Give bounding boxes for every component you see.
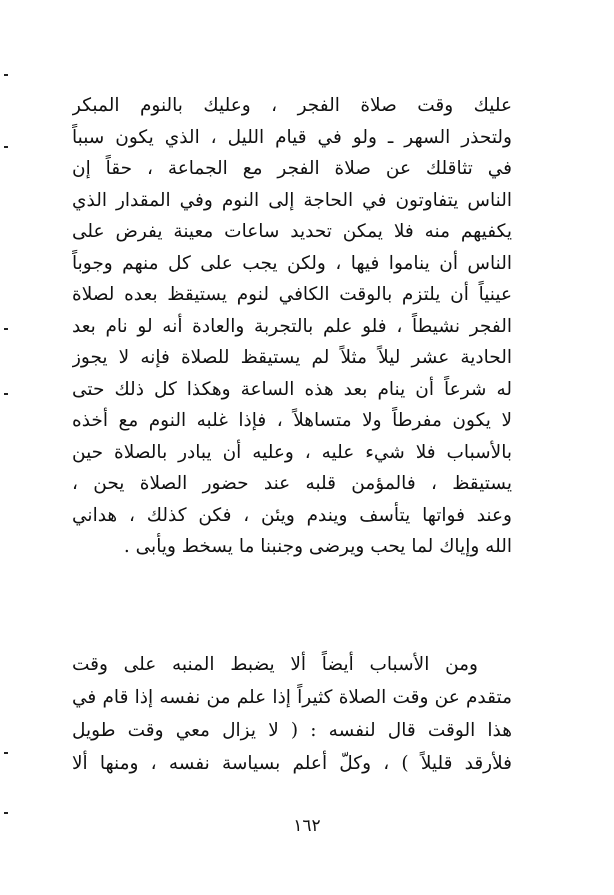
margin-mark (4, 74, 8, 76)
text-line: الناس يتفاوتون في الحاجة إلى النوم وفي المقدار الذي (72, 189, 512, 211)
margin-mark (4, 393, 8, 395)
margin-mark (4, 328, 8, 330)
text-line: عينياً أن يلتزم بالوقت الكافي لنوم يستيقظ بعده لصلاة (72, 284, 512, 305)
text-line: لا يكون مفرطاً ولا متساهلاً ، فإذا غلبه النوم مع أخذه (72, 410, 512, 431)
text-line: ومن الأسباب أيضاً ألا يضبط المنبه على وقت (72, 654, 478, 675)
text-line: عليك وقت صلاة الفجر ، وعليك بالنوم المبكر (72, 95, 512, 116)
text-line: الحادية عشر ليلاً مثلاً لم يستيقظ للصلاة فإنه لا يجوز (72, 347, 512, 368)
text-line: له شرعاً أن ينام بعد هذه الساعة وهكذا كل ذلك حتى (72, 378, 512, 400)
page-number: ١٦٢ (293, 816, 321, 836)
text-line: وعند فواتها يتأسف ويندم ويئن ، فكن كذلك ، هداني (72, 504, 512, 526)
text-line: الله وإياك لما يحب ويرضى وجنبنا ما يسخط ويأبى . (123, 536, 512, 557)
text-line: ولتحذر السهر ـ ولو في قيام الليل ، الذي يكون سبباً (72, 126, 512, 148)
text-line: يكفيهم منه فلا يمكن تحديد ساعات معينة يفرض على (72, 221, 512, 242)
margin-mark (4, 812, 8, 814)
margin-mark (4, 146, 8, 148)
text-line: الناس أن يناموا فيها ، ولكن يجب على كل منهم وجوباً (72, 252, 512, 274)
paragraph-1 (72, 90, 512, 563)
margin-mark (4, 752, 8, 754)
text-line: متقدم عن وقت الصلاة كثيراً إذا علم من نفسه إذا قام في (72, 687, 512, 708)
text-line: فلأرقد قليلاً ) ، وكلّ أعلم بسياسة نفسه ، ومنها ألا (72, 753, 512, 774)
paragraph-2 (72, 648, 512, 780)
text-line: يستيقظ ، فالمؤمن قلبه عند حضور الصلاة يحن ، (72, 473, 512, 494)
text-line: الفجر نشيطاً ، فلو علم بالتجربة والعادة أنه لو نام بعد (72, 315, 512, 337)
text-line: بالأسباب فلا شيء عليه ، وعليه أن يبادر بالصلاة حين (72, 441, 512, 463)
text-line: في تثاقلك عن صلاة الفجر مع الجماعة ، حقاً إن (72, 158, 512, 179)
text-line: هذا الوقت قال لنفسه : ( لا يزال معي وقت طويل (72, 720, 512, 741)
